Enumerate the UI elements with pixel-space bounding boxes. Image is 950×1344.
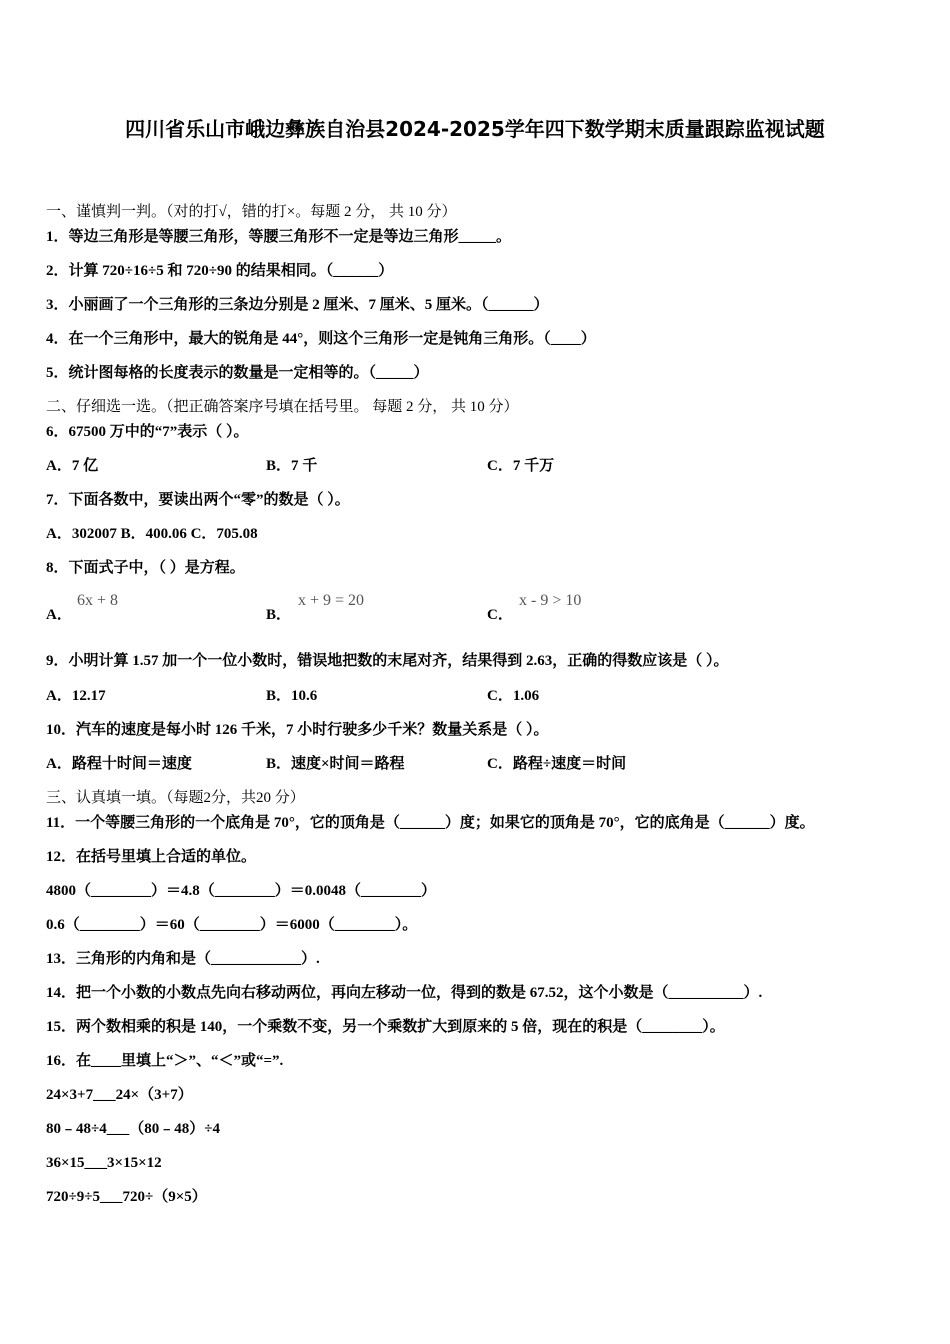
question-12: 12．在括号里填上合适的单位。 [46,849,257,865]
q8-option-c-label: C． [487,607,513,623]
section-3-heading: 三、认真填一填。（每题2分，共20 分） [46,790,305,806]
question-8: 8．下面式子中，（ ）是方程。 [46,560,245,576]
q8-option-c-formula: x - 9 > 10 [519,592,582,609]
q8-option-a-formula: 6x + 8 [77,592,119,609]
q9-option-c: C．1.06 [487,688,540,704]
q16-item-4: 720÷9÷5___720÷（9×5） [46,1189,207,1205]
q6-option-c: C．7 千万 [487,458,555,474]
question-4: 4．在一个三角形中，最大的锐角是 44°，则这个三角形一定是钝角三角形。（____） [46,331,596,347]
question-13: 13．三角形的内角和是（____________）. [46,951,320,967]
question-5: 5．统计图每格的长度表示的数量是一定相等的。（_____） [46,365,429,381]
q8-option-b-label: B． [266,607,292,623]
q16-item-1: 24×3+7___24×（3+7） [46,1087,193,1103]
q10-option-c: C．路程÷速度＝时间 [487,756,627,772]
q6-option-a: A．7 亿 [46,458,99,474]
q10-option-a: A．路程十时间＝速度 [46,756,192,772]
q9-option-b: B．10.6 [266,688,318,704]
question-7: 7．下面各数中，要读出两个“零”的数是（ ）。 [46,492,350,508]
question-3: 3．小丽画了一个三角形的三条边分别是 2 厘米、7 厘米、5 厘米。（______） [46,297,549,313]
question-11: 11．一个等腰三角形的一个底角是 70°，它的顶角是（______）度；如果它的顶角是 70°，它的底角是（______）度。 [46,815,815,831]
section-2-heading: 二、仔细选一选。（把正确答案序号填在括号里。 每题 2 分， 共 10 分） [46,399,519,415]
question-16: 16．在____里填上“＞”、“＜”或“=”. [46,1053,284,1069]
q10-option-b: B．速度×时间＝路程 [266,756,405,772]
question-14: 14．把一个小数的小数点先向右移动两位，再向左移动一位，得到的数是 67.52，这个小数是（__________）. [46,985,763,1001]
q16-item-3: 36×15___3×15×12 [46,1155,162,1171]
q12-line-1: 4800（________）＝4.8（________）＝0.0048（________） [46,883,437,899]
q8-option-b-formula: x + 9 = 20 [298,592,365,609]
q8-option-a-label: A． [46,607,72,623]
page-title: 四川省乐山市峨边彝族自治县2024-2025学年四下数学期末质量跟踪监视试题 [125,117,825,141]
question-15: 15．两个数相乘的积是 140，一个乘数不变，另一个乘数扩大到原来的 5 倍，现在的积是（________）。 [46,1019,725,1035]
question-2: 2．计算 720÷16÷5 和 720÷90 的结果相同。（______） [46,263,394,279]
q16-item-2: 80﹣48÷4___（80﹣48）÷4 [46,1121,220,1137]
q6-option-b: B．7 千 [266,458,318,474]
q12-line-2: 0.6（________）＝60（________）＝6000（________）。 [46,917,418,933]
q7-options: A．302007 B．400.06 C．705.08 [46,526,258,542]
q9-option-a: A．12.17 [46,688,106,704]
question-6: 6．67500 万中的“7”表示（ ）。 [46,424,249,440]
question-1: 1．等边三角形是等腰三角形，等腰三角形不一定是等边三角形_____。 [46,229,512,245]
question-9: 9．小明计算 1.57 加一个一位小数时，错误地把数的末尾对齐，结果得到 2.63，正确的得数应该是（ ）。 [46,653,729,669]
section-1-heading: 一、谨慎判一判。（对的打√，错的打×。每题 2 分， 共 10 分） [46,204,457,220]
question-10: 10．汽车的速度是每小时 126 千米，7 小时行驶多少千米？数量关系是（ ）。 [46,722,549,738]
